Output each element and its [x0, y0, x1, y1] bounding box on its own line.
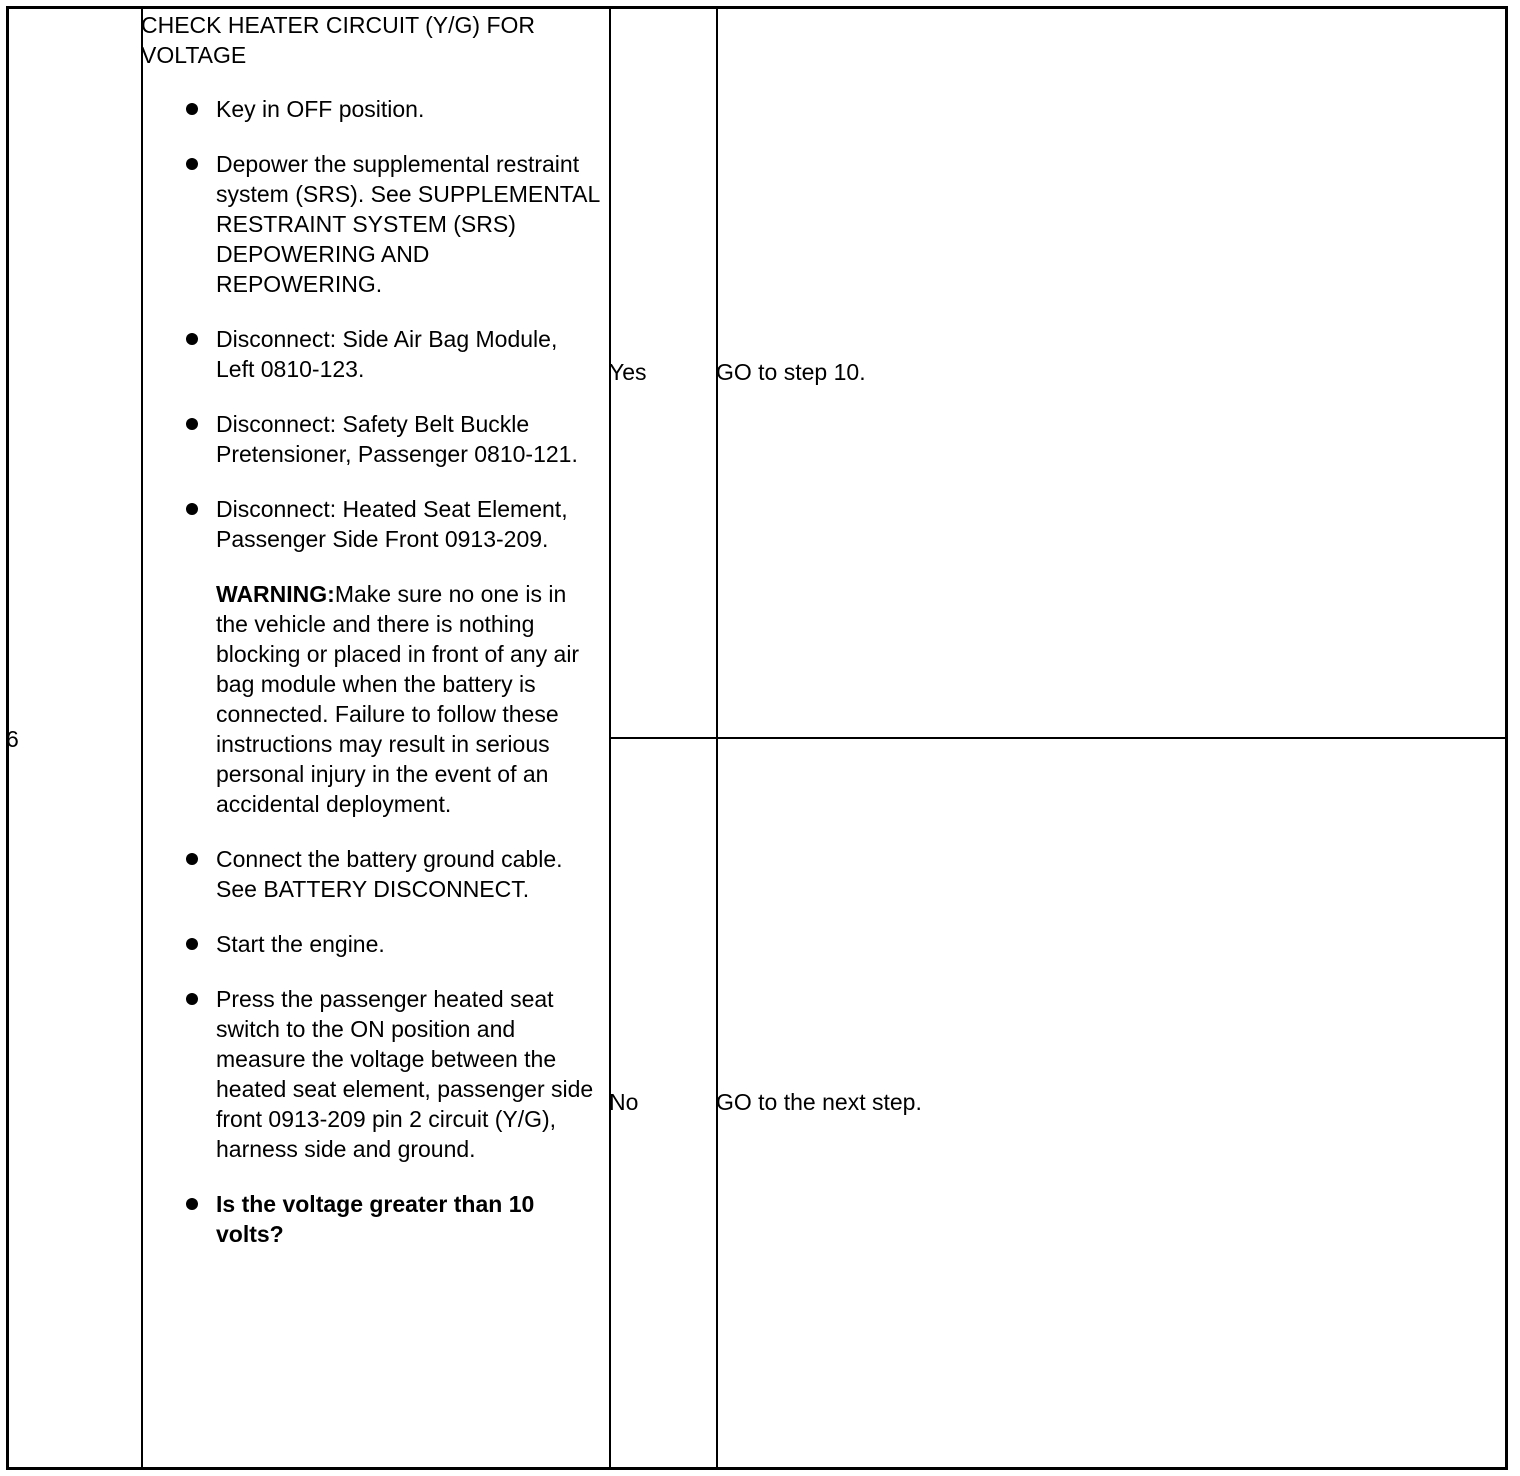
result-row-divider	[610, 737, 1505, 739]
warning-text: Make sure no one is in the vehicle and there is nothing blocking or placed in front of any air bag module when the battery is connected. Failure to follow these instructions may result in serious personal injury in the event of an accidental deployment.	[216, 581, 580, 817]
instruction-item: Disconnect: Heated Seat Element, Passenger Side Front 0913-209.	[141, 494, 601, 554]
step-instructions	[141, 94, 601, 1274]
instruction-item: Depower the supplemental restraint system (SRS). See SUPPLEMENTAL RESTRAINT SYSTEM (SRS) DEPOWERING AND REPOWERING.	[141, 149, 601, 299]
step-question: Is the voltage greater than 10 volts?	[141, 1189, 601, 1249]
bullet-icon	[186, 938, 198, 950]
instruction-item: Disconnect: Side Air Bag Module, Left 0810-123.	[141, 324, 601, 384]
bullet-icon	[186, 503, 198, 515]
warning-label: WARNING:	[216, 581, 335, 607]
warning-note	[141, 579, 601, 819]
result-no-label: No	[609, 1089, 639, 1115]
instruction-item: Press the passenger heated seat switch to the ON position and measure the voltage between the heated seat element, passenger side front 0913-209 pin 2 circuit (Y/G), harness side and ground.	[141, 984, 601, 1164]
instruction-item: Disconnect: Safety Belt Buckle Pretensioner, Passenger 0810-121.	[141, 409, 601, 469]
instruction-item: Connect the battery ground cable. See BATTERY DISCONNECT.	[141, 844, 601, 904]
result-yes-action: GO to step 10.	[716, 359, 866, 385]
bullet-icon	[186, 993, 198, 1005]
step-title: CHECK HEATER CIRCUIT (Y/G) FOR VOLTAGE	[141, 12, 535, 68]
bullet-icon	[186, 853, 198, 865]
result-yes-label: Yes	[609, 359, 647, 385]
bullet-icon	[186, 333, 198, 345]
result-no-action: GO to the next step.	[716, 1089, 922, 1115]
bullet-icon	[186, 158, 198, 170]
instruction-item: Key in OFF position.	[141, 94, 601, 124]
bullet-icon	[186, 418, 198, 430]
step-number: 6	[6, 726, 19, 752]
bullet-icon	[186, 1198, 198, 1210]
bullet-icon	[186, 103, 198, 115]
instruction-item: Start the engine.	[141, 929, 601, 959]
